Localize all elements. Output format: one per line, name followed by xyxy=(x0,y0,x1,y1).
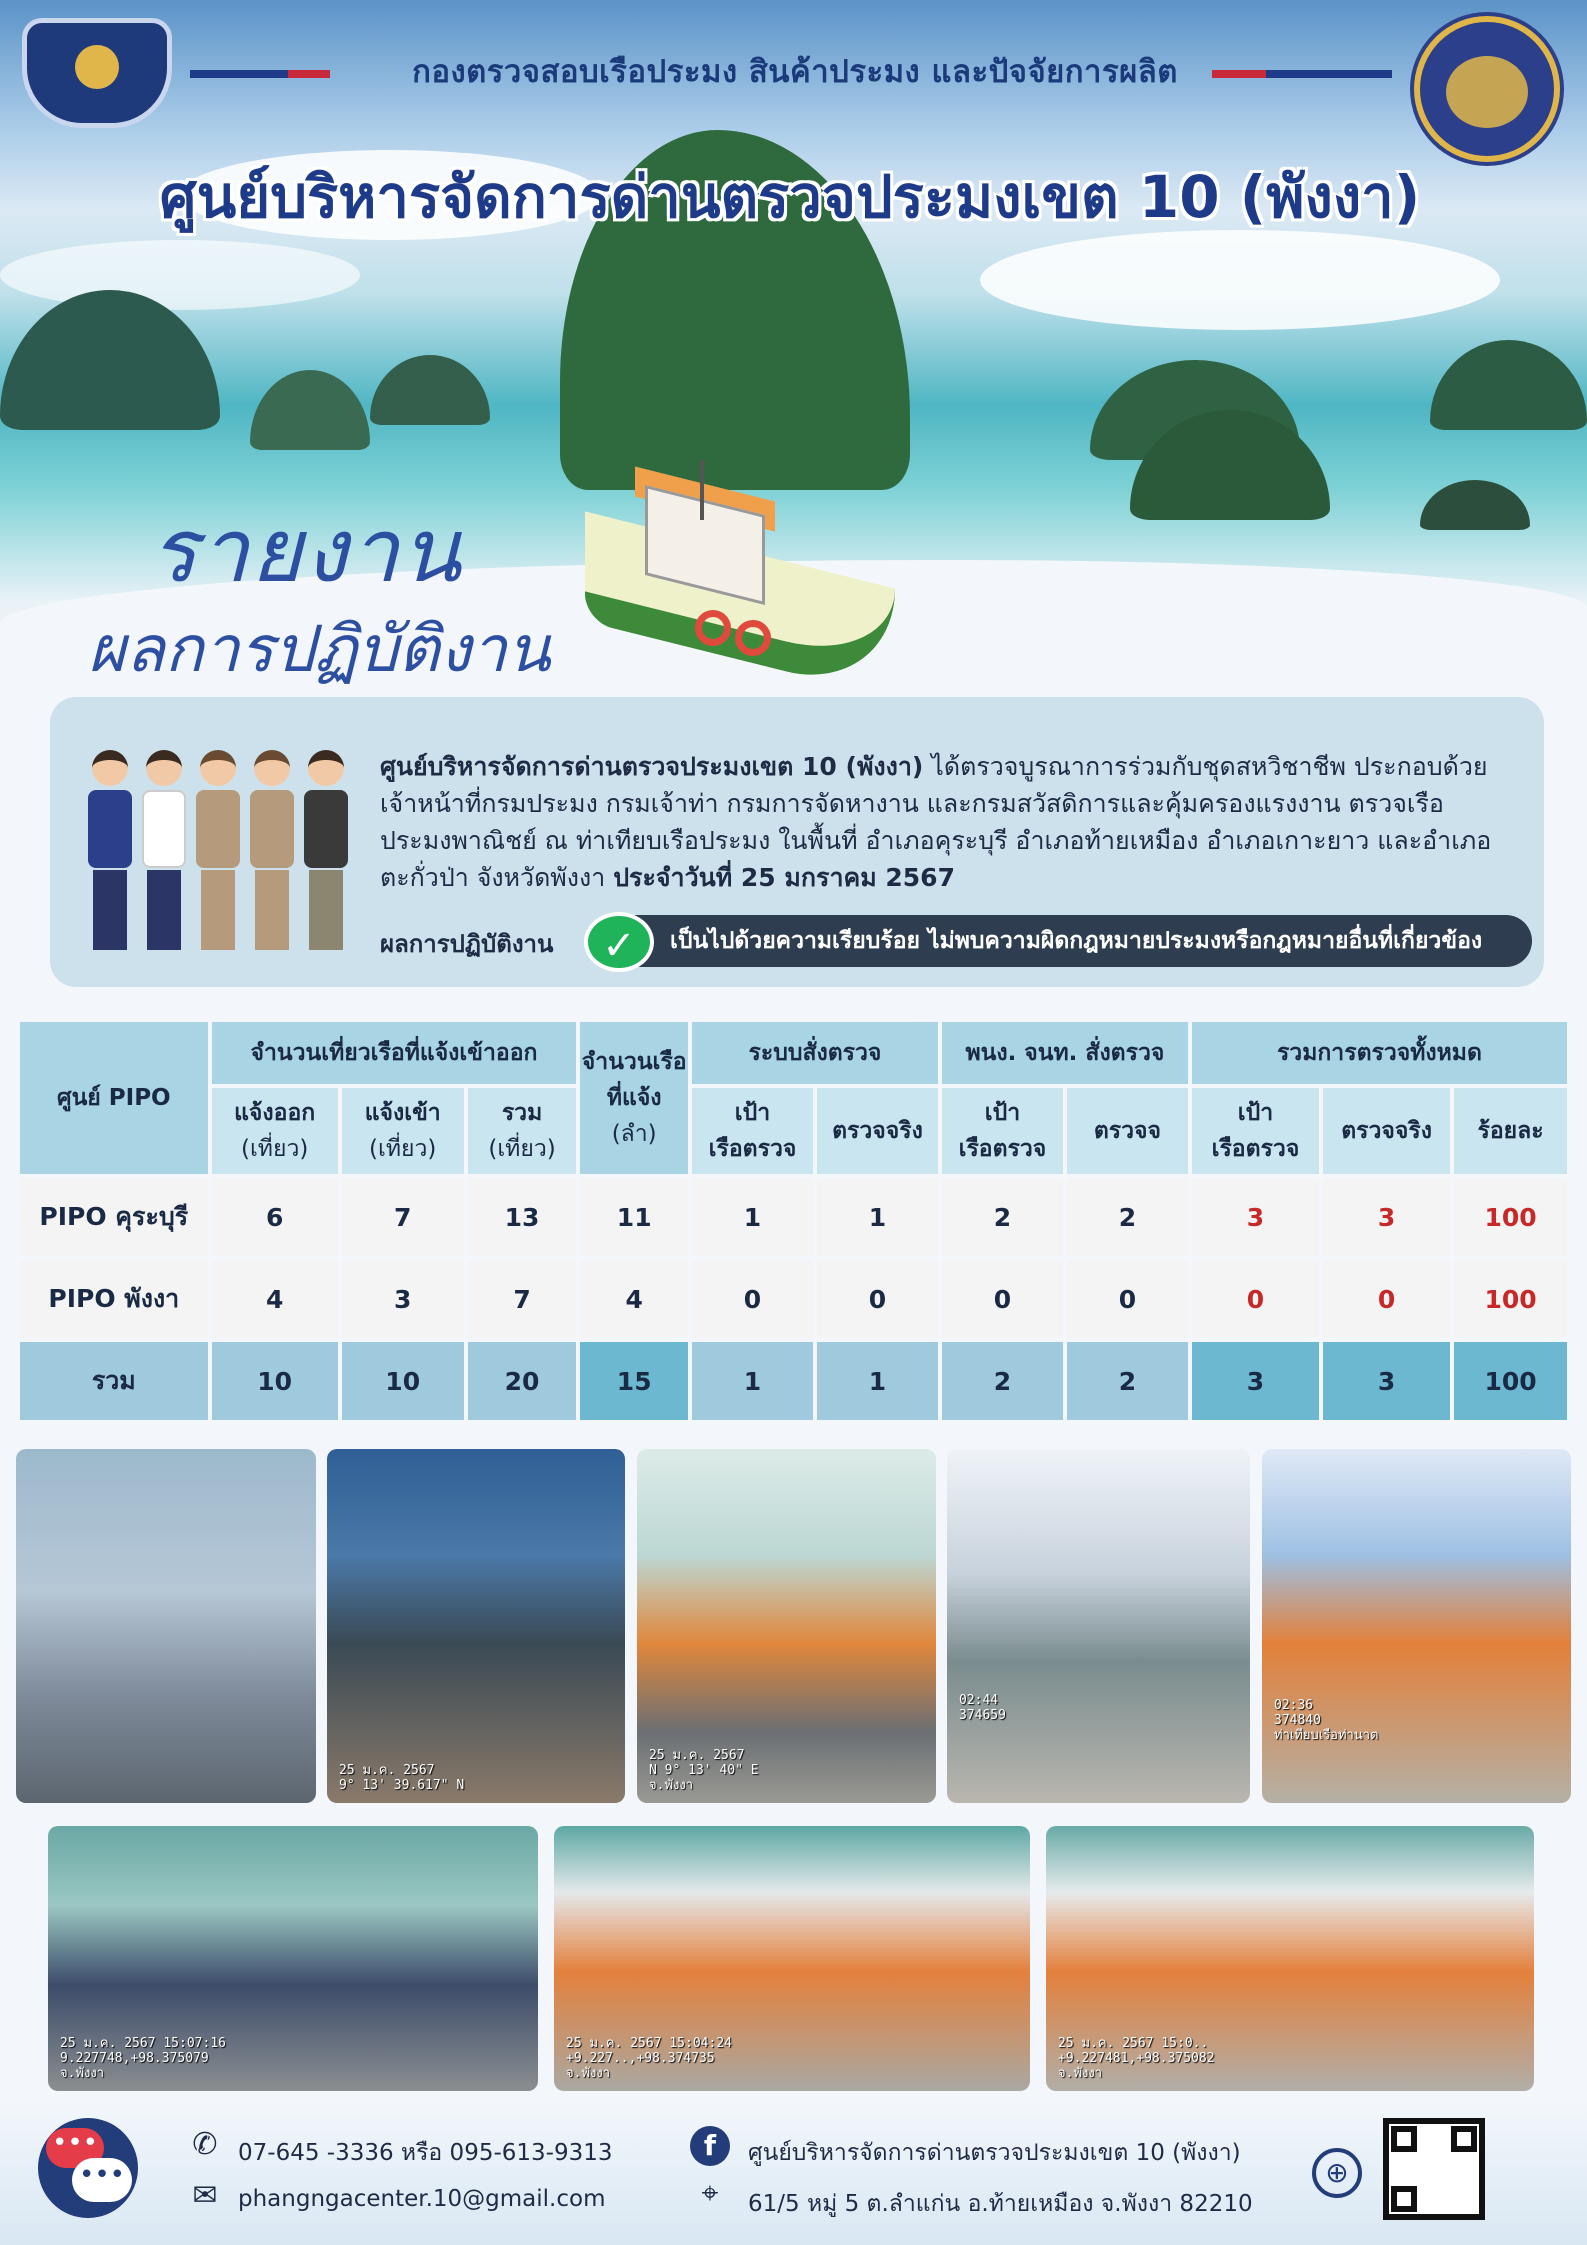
officer-figure xyxy=(196,750,240,960)
cell-in: 10 xyxy=(342,1342,464,1420)
table-row xyxy=(20,1260,1567,1338)
cell-tot-target: 3 xyxy=(1192,1342,1319,1420)
cell-out: 4 xyxy=(212,1260,338,1338)
info-center-name: ศูนย์บริหารจัดการด่านตรวจประมงเขต 10 (พังงา) xyxy=(380,752,924,781)
subheader-off-actual: ตรวจจ xyxy=(1067,1088,1188,1174)
header-total: รวมการตรวจทั้งหมด xyxy=(1192,1022,1567,1084)
footer-facebook[interactable]: ศูนย์บริหารจัดการด่านตรวจประมงเขต 10 (พังงา) xyxy=(748,2140,1241,2166)
table-total-row xyxy=(20,1342,1567,1420)
department-title: กองตรวจสอบเรือประมง สินค้าประมง และปัจจัยการผลิต xyxy=(412,54,1178,90)
inspection-table xyxy=(16,1018,1571,1424)
cell-tot-target: 0 xyxy=(1192,1260,1319,1338)
header-boats-label: จำนวนเรือที่แจ้ง xyxy=(581,1049,687,1111)
officer-figure xyxy=(250,750,294,960)
cell-boats: 4 xyxy=(580,1260,688,1338)
seal-emblem xyxy=(1446,56,1528,128)
cell-sys-actual: 1 xyxy=(817,1178,938,1256)
cell-sum: 20 xyxy=(468,1342,577,1420)
life-ring-icon xyxy=(695,610,731,646)
photo-stamp: 02:44 374659 xyxy=(959,1693,1006,1723)
row-name: PIPO พังงา xyxy=(20,1260,208,1338)
chat-bubble-white: ••• xyxy=(72,2158,132,2202)
qr-code-icon[interactable] xyxy=(1383,2118,1485,2220)
row-name: PIPO คุระบุรี xyxy=(20,1178,208,1256)
cell-tot-actual: 3 xyxy=(1323,1178,1450,1256)
cell-off-target: 0 xyxy=(942,1260,1063,1338)
cell-off-actual: 0 xyxy=(1067,1260,1188,1338)
cell-sum: 13 xyxy=(468,1178,577,1256)
cell-percent: 100 xyxy=(1454,1260,1567,1338)
subheader-off-target: เป้า เรือตรวจ xyxy=(942,1088,1063,1174)
report-subtitle: ผลการปฏิบัติงาน xyxy=(88,613,551,687)
photo-officers-paperwork xyxy=(48,1826,538,2091)
boat-mast xyxy=(700,460,704,520)
result-text: เป็นไปด้วยความเรียบร้อย ไม่พบความผิดกฎหมายประมงหรือกฎหมายอื่นที่เกี่ยวข้อง xyxy=(670,928,1483,954)
officer-figure xyxy=(142,750,186,960)
island xyxy=(1420,480,1530,530)
subheader-out: แจ้งออก (เที่ยว) xyxy=(212,1088,338,1174)
info-date: ประจำวันที่ 25 มกราคม 2567 xyxy=(613,863,955,892)
cell-off-actual: 2 xyxy=(1067,1178,1188,1256)
cell-boats: 15 xyxy=(580,1342,688,1420)
photo-stamp: 02:36 374840 ท่าเทียบเรือท่านาต xyxy=(1274,1698,1379,1743)
department-of-fisheries-seal xyxy=(1414,16,1560,162)
photo-crew-interview xyxy=(1262,1449,1571,1803)
island xyxy=(370,355,490,425)
row-name: รวม xyxy=(20,1342,208,1420)
fishery-inspection-logo xyxy=(22,18,172,128)
globe-icon[interactable]: ⊕ xyxy=(1312,2148,1362,2198)
photo-inspection-crew xyxy=(637,1449,936,1803)
footer-email[interactable]: phangngacenter.10@gmail.com xyxy=(238,2186,606,2212)
header-boats-unit: (ลำ) xyxy=(611,1121,657,1147)
photo-stamp: 25 ม.ค. 2567 15:04:24 +9.227..,+98.374735 จ.พังงา xyxy=(566,2036,732,2081)
cell-out: 6 xyxy=(212,1178,338,1256)
fishing-boat-illustration xyxy=(585,460,895,710)
cell-percent: 100 xyxy=(1454,1342,1567,1420)
header-line-right xyxy=(1212,70,1392,78)
cell-sys-actual: 0 xyxy=(817,1260,938,1338)
photo-group-team-2 xyxy=(1046,1826,1534,2091)
cell-tot-target: 3 xyxy=(1192,1178,1319,1256)
info-sentence: ได้ตรวจบูรณาการร่วมกับชุดสหวิชาชีพ ประกอบด้วยเจ้าหน้าที่กรมประมง กรมเจ้าท่า กรมการจัดหางาน และกรมสวัสดิการและคุ้มครองแรงงาน ตรวจเรือประมงพาณิชย์ ณ ท่าเทียบเรือประมง ในพื้นที่ อำเภอคุระบุรี อำเภอท้ายเหมือง อำเภอเกาะยาว และอำเภอตะกั่วป่า จังหวัดพังงา xyxy=(380,752,1492,892)
cell-sys-target: 1 xyxy=(692,1178,813,1256)
header-boats xyxy=(580,1022,688,1174)
chat-bubble-red: ••• xyxy=(46,2128,104,2168)
cell-in: 7 xyxy=(342,1178,464,1256)
officer-figure xyxy=(88,750,132,960)
cell-sys-target: 0 xyxy=(692,1260,813,1338)
header-trips: จำนวนเที่ยวเรือที่แจ้งเข้าออก xyxy=(212,1022,577,1084)
phone-icon: ✆ xyxy=(192,2127,218,2162)
subheader-sum: รวม (เที่ยว) xyxy=(468,1088,577,1174)
photo-document-check xyxy=(947,1449,1250,1803)
mail-icon: ✉ xyxy=(192,2178,218,2213)
photo-stamp: 25 ม.ค. 2567 15:07:16 9.227748,+98.375079 จ.พังงา xyxy=(60,2036,226,2081)
island xyxy=(250,370,370,450)
center-title: ศูนย์บริหารจัดการด่านตรวจประมงเขต 10 (พังงา) xyxy=(159,163,1421,231)
cell-out: 10 xyxy=(212,1342,338,1420)
photo-stamp: 25 ม.ค. 2567 9° 13' 39.617" N xyxy=(339,1763,465,1793)
officers-illustration xyxy=(88,750,350,960)
cell-sys-actual: 1 xyxy=(817,1342,938,1420)
subheader-sys-target: เป้า เรือตรวจ xyxy=(692,1088,813,1174)
photo-stamp: 25 ม.ค. 2567 N 9° 13' 40" E จ.พังงา xyxy=(649,1748,759,1793)
check-icon: ✓ xyxy=(584,912,654,972)
subheader-tot-target: เป้า เรือตรวจ xyxy=(1192,1088,1319,1174)
info-description xyxy=(380,748,1510,896)
header-system: ระบบสั่งตรวจ xyxy=(692,1022,938,1084)
subheader-tot-actual: ตรวจจริง xyxy=(1323,1088,1450,1174)
photo-group-team xyxy=(554,1826,1030,2091)
facebook-icon: f xyxy=(690,2126,730,2166)
report-title: รายงาน xyxy=(150,499,463,602)
island xyxy=(0,290,220,430)
logo-emblem xyxy=(75,45,119,89)
life-ring-icon xyxy=(735,620,771,656)
cell-boats: 11 xyxy=(580,1178,688,1256)
cell-in: 3 xyxy=(342,1260,464,1338)
header-officer: พนง. จนท. สั่งตรวจ xyxy=(942,1022,1188,1084)
result-pill xyxy=(620,915,1532,967)
officer-figure xyxy=(304,750,348,960)
table-row xyxy=(20,1178,1567,1256)
island xyxy=(1430,340,1587,430)
cell-percent: 100 xyxy=(1454,1178,1567,1256)
subheader-in: แจ้งเข้า (เที่ยว) xyxy=(342,1088,464,1174)
photo-stamp: 25 ม.ค. 2567 15:0.. +9.227481,+98.375082 จ.พังงา xyxy=(1058,2036,1215,2081)
photo-fishing-boat xyxy=(16,1449,316,1803)
cloud xyxy=(0,240,360,310)
result-label: ผลการปฏิบัติงาน xyxy=(380,930,554,958)
subheader-sys-actual: ตรวจจริง xyxy=(817,1088,938,1174)
chat-bubbles-icon[interactable] xyxy=(38,2118,138,2218)
location-pin-icon: ⌖ xyxy=(701,2176,719,2211)
cell-sys-target: 1 xyxy=(692,1342,813,1420)
header-line-left xyxy=(190,70,330,78)
header-pipo: ศูนย์ PIPO xyxy=(20,1022,208,1174)
cell-off-target: 2 xyxy=(942,1178,1063,1256)
cell-sum: 7 xyxy=(468,1260,577,1338)
footer-phone[interactable]: 07-645 -3336 หรือ 095-613-9313 xyxy=(238,2140,613,2166)
subheader-percent: ร้อยละ xyxy=(1454,1088,1567,1174)
cell-tot-actual: 3 xyxy=(1323,1342,1450,1420)
photo-fishing-nets xyxy=(327,1449,625,1803)
footer-address: 61/5 หมู่ 5 ต.ลำแก่น อ.ท้ายเหมือง จ.พังงา 82210 xyxy=(748,2191,1253,2217)
cell-tot-actual: 0 xyxy=(1323,1260,1450,1338)
cloud xyxy=(980,230,1500,330)
cell-off-target: 2 xyxy=(942,1342,1063,1420)
cell-off-actual: 2 xyxy=(1067,1342,1188,1420)
